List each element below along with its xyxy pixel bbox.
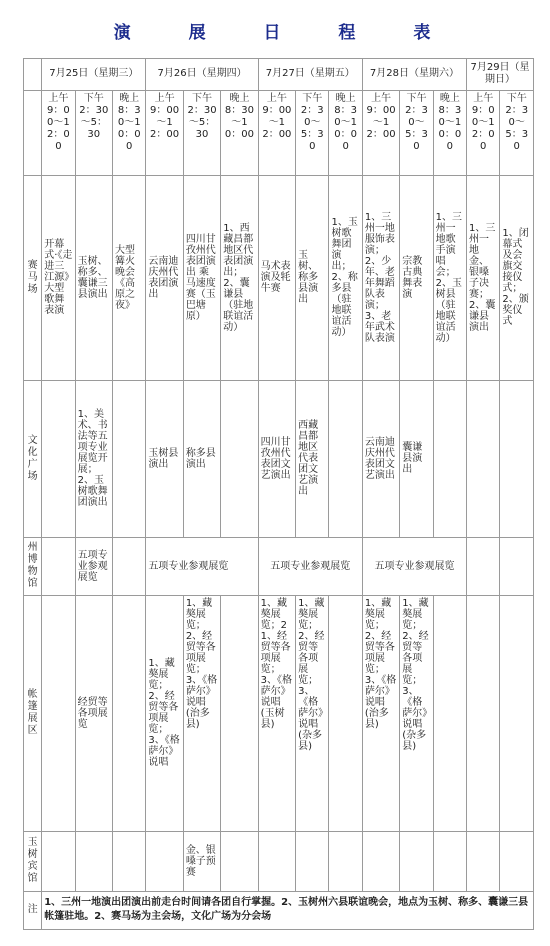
event-cell: 1、美术、书法等五项专业展览开展；2、玉树歌舞团演出: [75, 380, 112, 538]
empty-cell: [467, 380, 500, 538]
event-cell: 五项专业参观展览: [362, 538, 466, 595]
row-zhangpeng: [24, 595, 534, 831]
empty-cell: [113, 538, 146, 595]
day-header: 7月26日（星期四）: [146, 59, 258, 91]
slot-header: 下午2：30～5：30: [500, 90, 534, 175]
slot-header: 下午2：30～5：30: [183, 90, 220, 175]
empty-cell: [329, 595, 362, 831]
day-header: 7月27日（星期五）: [258, 59, 362, 91]
event-cell: 五项专业参观展览: [75, 538, 112, 595]
empty-cell: [113, 380, 146, 538]
venue-label: 玉树宾馆: [24, 831, 42, 891]
slot-header: 上午9：00～12：00: [467, 90, 500, 175]
row-note: [24, 891, 534, 929]
empty-cell: [113, 831, 146, 891]
event-cell: 称多县演出: [183, 380, 220, 538]
empty-cell: [433, 380, 466, 538]
empty-cell: [113, 595, 146, 831]
empty-cell: [258, 831, 295, 891]
note-label: 注: [24, 891, 42, 929]
empty-cell: [433, 831, 466, 891]
empty-cell: [467, 538, 500, 595]
empty-cell: [500, 595, 534, 831]
corner-cell: [24, 59, 42, 91]
event-cell: 1、三州一地金、银嗓子决赛；2、囊谦县演出: [467, 176, 500, 380]
slot-header: 晚上8：30～10：00: [433, 90, 466, 175]
row-saima: [24, 176, 534, 380]
slot-header: 晚上8：30～10：00: [329, 90, 362, 175]
row-bowuguan: [24, 538, 534, 595]
empty-cell: [329, 831, 362, 891]
event-cell: 1、藏獒展览；2、经贸等各项展览；3、《格萨尔》说唱: [146, 595, 183, 831]
event-cell: 1、藏獒展览；2、经贸等各项展览；3、《格萨尔》说唱(治多县): [183, 595, 220, 831]
empty-cell: [42, 538, 75, 595]
event-cell: 玉树、称多、囊谦三县演出: [75, 176, 112, 380]
event-cell: 四川甘孜州代表团文艺演出: [258, 380, 295, 538]
slot-header: 上午9：00～12：00: [362, 90, 399, 175]
event-cell: 马术表演及牦牛赛: [258, 176, 295, 380]
empty-cell: [467, 595, 500, 831]
slot-header: 下午2：30～5：30: [400, 90, 433, 175]
empty-cell: [42, 831, 75, 891]
day-header: 7月29日（星期日）: [467, 59, 534, 91]
day-header: 7月25日（星期三）: [42, 59, 146, 91]
day-header: 7月28日（星期六）: [362, 59, 466, 91]
slot-header: 晚上8：30～10：00: [221, 90, 258, 175]
event-cell: 经贸等各项展览: [75, 595, 112, 831]
event-cell: 五项专业参观展览: [258, 538, 362, 595]
empty-cell: [500, 538, 534, 595]
event-cell: 玉树、称多县演出: [296, 176, 329, 380]
event-cell: 1、西藏昌都地区代表团演出；2、囊谦县（驻地联谊活动）: [221, 176, 258, 380]
event-cell: 西藏昌都地区代表团文艺演出: [296, 380, 329, 538]
empty-cell: [42, 380, 75, 538]
note-text: 1、三州一地演出团演出前走台时间请各团自行掌握。2、玉树州六县联谊晚会，地点为玉树、称多、囊谦三县帐篷驻地。2、赛马场为主会场，文化广场为分会场: [42, 891, 534, 929]
empty-cell: [467, 831, 500, 891]
empty-cell: [329, 380, 362, 538]
event-cell: 云南迪庆州代表团文艺演出: [362, 380, 399, 538]
slot-header: 上午9：00～12：00: [258, 90, 295, 175]
empty-cell: [221, 595, 258, 831]
slot-header: 上午9：00～12：00: [146, 90, 183, 175]
venue-label: 州博物馆: [24, 538, 42, 595]
empty-cell: [146, 831, 183, 891]
slot-header: 晚上8：30～10：00: [113, 90, 146, 175]
row-wenhua: [24, 380, 534, 538]
schedule-table: [23, 58, 534, 930]
empty-cell: [221, 380, 258, 538]
venue-label: 赛马场: [24, 176, 42, 380]
corner-cell: [24, 90, 42, 175]
event-cell: 玉树县演出: [146, 380, 183, 538]
event-cell: 1、藏獒展览；2、经贸等各项展览；3、《格萨尔》说唱(治多县): [362, 595, 399, 831]
event-cell: 1、藏獒展览；2、经贸等各项展览；3、《格萨尔》说唱(杂多县): [400, 595, 433, 831]
venue-label: 文化广场: [24, 380, 42, 538]
event-cell: 1、藏獒展览；2、经贸等各项展览；3、《格萨尔》说唱(杂多县): [296, 595, 329, 831]
event-cell: 云南迪庆州代表团演出: [146, 176, 183, 380]
header-row-slots: [24, 90, 534, 175]
slot-header: 上午9：00～12：00: [42, 90, 75, 175]
event-cell: 1、三州一地歌手演唱会；2、玉树县（驻地联谊活动）: [433, 176, 466, 380]
slot-header: 下午2：30～5：30: [75, 90, 112, 175]
event-cell: 开幕式·《走进三江源》大型歌舞表演: [42, 176, 75, 380]
event-cell: 1、闭幕式及会旗交接仪式；2、颁奖仪式: [500, 176, 534, 380]
event-cell: 1、玉树歌舞团演出；2、称多县（驻地联谊活动）: [329, 176, 362, 380]
empty-cell: [75, 831, 112, 891]
row-binguan: [24, 831, 534, 891]
empty-cell: [362, 831, 399, 891]
empty-cell: [500, 831, 534, 891]
empty-cell: [296, 831, 329, 891]
empty-cell: [500, 380, 534, 538]
event-cell: 宗教古典舞表演: [400, 176, 433, 380]
event-cell: 囊谦县演出: [400, 380, 433, 538]
event-cell: 1、藏獒展览；21、经贸等各项展览；3、《格萨尔》说唱(玉树县): [258, 595, 295, 831]
event-cell: 四川甘孜州代表团演出 乘马速度赛（玉巴塘原）: [183, 176, 220, 380]
event-cell: 五项专业参观展览: [146, 538, 258, 595]
event-cell: 1、三州一地服饰表演；2、少年、老年舞蹈队表演；3、老年武术队表演: [362, 176, 399, 380]
venue-label: 帐篷展区: [24, 595, 42, 831]
empty-cell: [400, 831, 433, 891]
slot-header: 下午2：30～5：30: [296, 90, 329, 175]
header-row-days: [24, 59, 534, 91]
page-title: 演 展 日 程 表: [113, 23, 457, 43]
empty-cell: [42, 595, 75, 831]
event-cell: 金、银嗓子预赛: [183, 831, 220, 891]
empty-cell: [433, 595, 466, 831]
event-cell: 大型篝火晚会《高原之夜》: [113, 176, 146, 380]
empty-cell: [221, 831, 258, 891]
